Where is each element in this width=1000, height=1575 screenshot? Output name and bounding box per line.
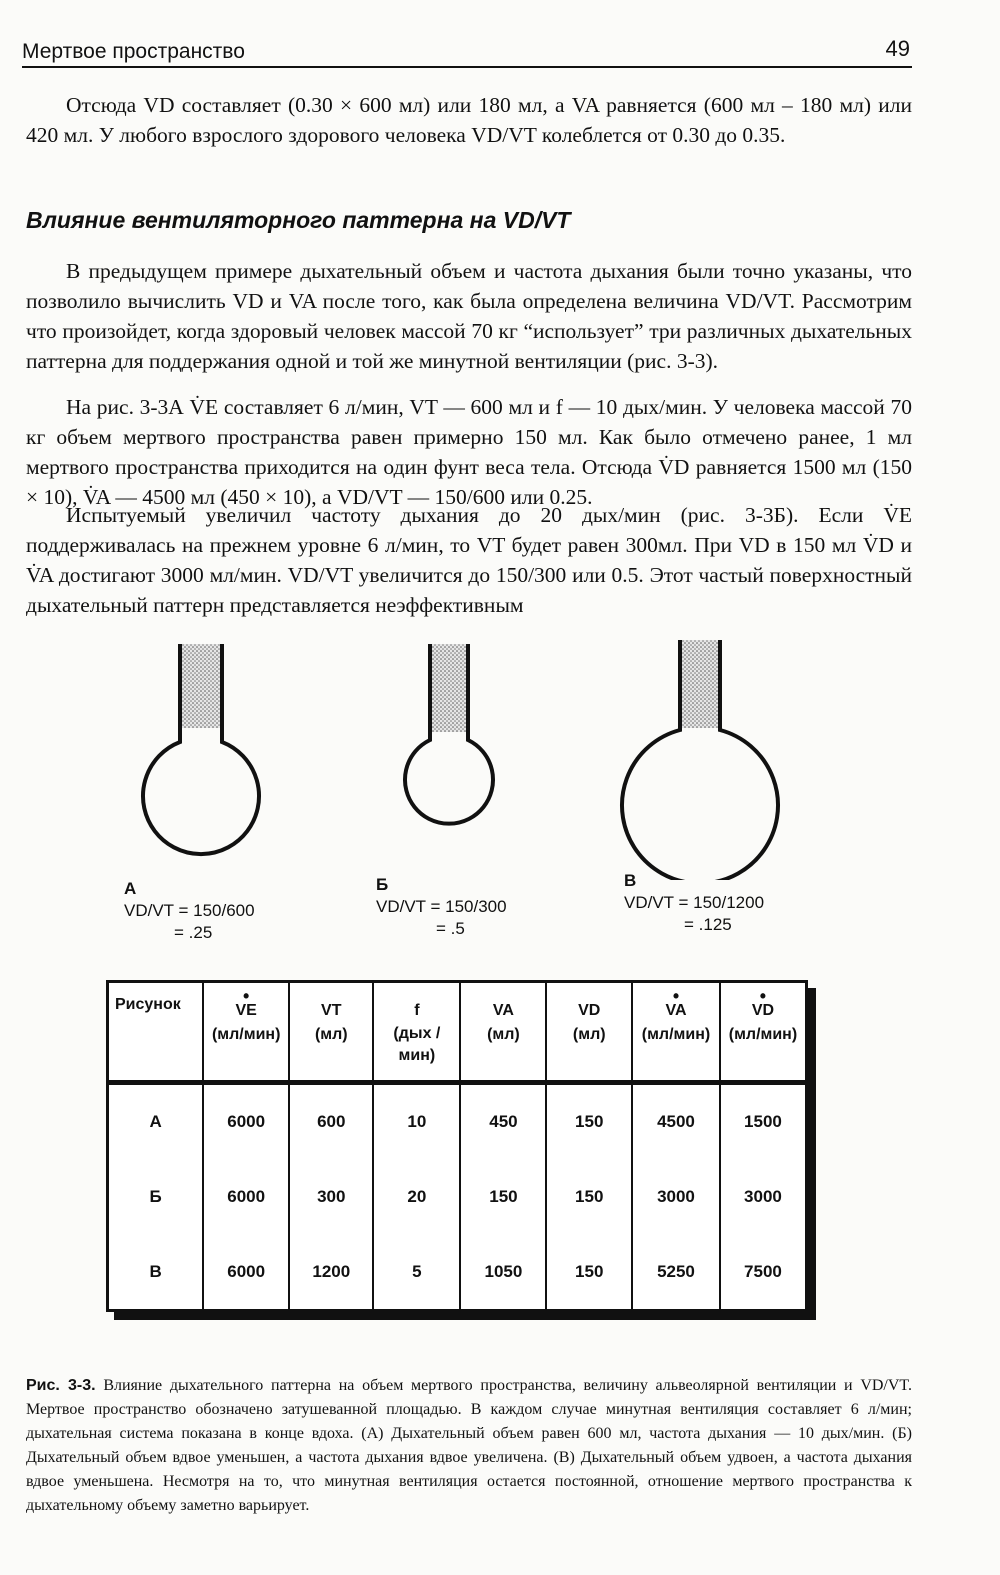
panel-letter-c: В (624, 871, 637, 890)
table-cell: 20 (373, 1160, 460, 1235)
section-heading: Влияние вентиляторного паттерна на VD/VT (26, 207, 571, 233)
table-cell: 5 (373, 1234, 460, 1310)
table-cell: 6000 (203, 1234, 289, 1310)
table-cell: 5250 (632, 1234, 720, 1310)
table-cell: Б (108, 1160, 204, 1235)
table-header-row (108, 982, 807, 1083)
panel-label-c (624, 870, 804, 936)
panel-result-a: = .25 (174, 923, 213, 942)
table-cell: В (108, 1234, 204, 1310)
table-cell: 600 (289, 1083, 373, 1160)
paragraph-1: Отсюда VD составляет (0.30 × 600 мл) или 180 мл, а VA равняется (600 мл – 180 мл) или 420 мл. У любого взрослого здорового человека VD/VT колеблется от 0.30 до 0.35. (26, 93, 912, 147)
figure-caption (26, 1374, 912, 1518)
lung-diagram (0, 630, 1000, 880)
running-header (22, 36, 912, 68)
table-cell: 150 (460, 1160, 546, 1235)
table-cell: 6000 (203, 1160, 289, 1235)
col-header-vd: VD (мл) (546, 982, 632, 1083)
col-header-f: f (дых /мин) (373, 982, 460, 1083)
table-cell: 300 (289, 1160, 373, 1235)
table-cell: 10 (373, 1083, 460, 1160)
table-cell: 3000 (720, 1160, 807, 1235)
caption-text: Влияние дыхательного паттерна на объем мертвого пространства, величину альвеолярной вентиляции и VD/VT. Мертвое пространство обозначено затушеванной площадью. В каждом случае минутная вентиляция составляет 6 л/мин; дыхательная система показана в конце вдоха. (А) Дыхательный объем равен 600 мл, частота дыхания — 10 дых/мин. (Б) Дыхательный объем вдвое уменьшен, а частота дыхания вдвое увеличена. (В) Дыхательный объем удвоен, а частота дыхания вдвое уменьшена. Несмотря на то, что минутная вентиляция остается постоянной, отношение мертвого пространства к дыхательному объему заметно варьирует. (26, 1377, 913, 1514)
paragraph-4: Испытуемый увеличил частоту дыхания до 20 дых/мин (рис. 3-3Б). Если V̇E поддерживалась на прежнем уровне 6 л/мин, то VT будет равен 300мл. При VD в 150 мл V̇D и V̇A достигают 3000 мл/мин. VD/VT увеличится до 150/300 или 0.5. Этот частый поверхностный дыхательный паттерн представляется неэффективным (26, 503, 912, 617)
col-header-va-rate: • VA (мл/мин) (632, 982, 720, 1083)
panel-result-c: = .125 (684, 915, 732, 934)
dead-space-b (430, 644, 468, 732)
col-header-figure: Рисунок (108, 982, 204, 1083)
table-cell: 3000 (632, 1160, 720, 1235)
panel-letter-b: Б (376, 875, 389, 894)
paragraph-2: В предыдущем примере дыхательный объем и частота дыхания были точно указаны, что позволило вычислить VD и VA после того, как была определена величина VD/VT. Рассмотрим что произойдет, когда здоровый человек массой 70 кг “использует” три различных дыхательных паттерна для поддержания одной и той же минутной вентиляции (рис. 3-3). (26, 259, 912, 373)
col-header-vd-rate: • VD (мл/мин) (720, 982, 807, 1083)
table-cell: 1050 (460, 1234, 546, 1310)
table-cell: 450 (460, 1083, 546, 1160)
table-row (108, 1234, 807, 1310)
running-title: Мертвое пространство (22, 40, 245, 63)
panel-label-b (376, 874, 536, 940)
panel-ratio-a: VD/VT = 150/600 (124, 901, 255, 920)
table-cell: 7500 (720, 1234, 807, 1310)
paragraph-3: На рис. 3-3А V̇E составляет 6 л/мин, VT — 600 мл и f — 10 дых/мин. У человека массой 70 кг объем мертвого пространства равен примерно 150 мл. Как было отмечено ранее, 1 мл мертвого пространства приходится на один фунт веса тела. Отсюда V̇D равняется 1500 мл (150 × 10), V̇A — 4500 мл (450 × 10), а VD/VT — 150/600 или 0.25. (26, 395, 912, 509)
table-row (108, 1160, 807, 1235)
col-header-ve: • VE (мл/мин) (203, 982, 289, 1083)
col-header-vt: VT (мл) (289, 982, 373, 1083)
data-table-wrapper (106, 980, 816, 1320)
data-table (106, 980, 808, 1312)
table-cell: 150 (546, 1083, 632, 1160)
panel-label-a (124, 878, 284, 944)
col-header-va: VA (мл) (460, 982, 546, 1083)
panel-ratio-b: VD/VT = 150/300 (376, 897, 507, 916)
lung-model-c (622, 640, 778, 880)
table-cell: А (108, 1083, 204, 1160)
table-cell: 150 (546, 1234, 632, 1310)
dead-space-a (180, 644, 222, 728)
table-cell: 1200 (289, 1234, 373, 1310)
dead-space-c (680, 640, 720, 728)
table-row (108, 1083, 807, 1160)
caption-label: Рис. 3-3. (26, 1377, 96, 1394)
panel-letter-a: А (124, 879, 137, 898)
page-number: 49 (885, 36, 910, 61)
table-cell: 4500 (632, 1083, 720, 1160)
lung-model-a (143, 644, 259, 854)
lung-model-b (405, 644, 493, 824)
table-cell: 1500 (720, 1083, 807, 1160)
table-cell: 150 (546, 1160, 632, 1235)
panel-ratio-c: VD/VT = 150/1200 (624, 893, 765, 912)
panel-result-b: = .5 (436, 919, 465, 938)
table-cell: 6000 (203, 1083, 289, 1160)
